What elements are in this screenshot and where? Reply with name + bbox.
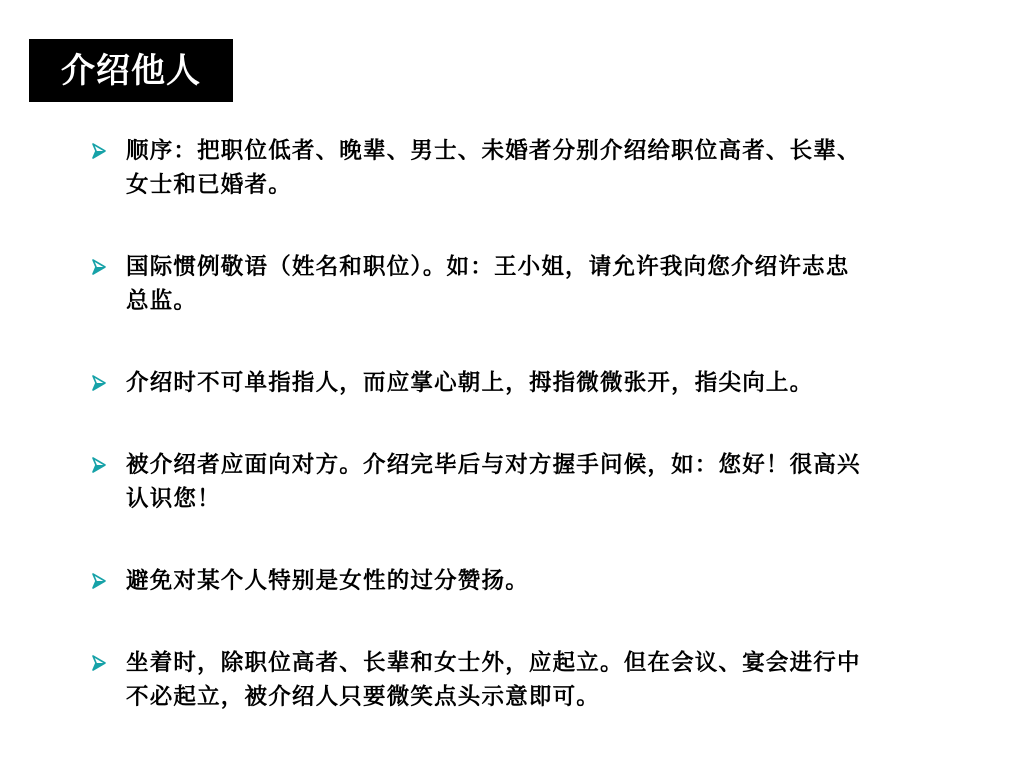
bullet-item xyxy=(88,134,888,202)
bullet-text: 介绍时不可单指指人，而应掌心朝上，拇指微微张开，指尖向上。 xyxy=(126,370,814,396)
bullet-text: 避免对某个人特别是女性的过分赞扬。 xyxy=(126,568,529,594)
arrow-bullet-icon xyxy=(92,375,106,391)
arrow-bullet-icon xyxy=(92,259,106,275)
bullet-text: 国际惯例敬语（姓名和职位）。如：王小姐，请允许我向您介绍许志忠总监。 xyxy=(126,254,850,314)
bullet-list xyxy=(88,134,888,714)
bullet-item xyxy=(88,250,888,318)
bullet-item xyxy=(88,564,888,598)
arrow-bullet-icon xyxy=(92,573,106,589)
arrow-bullet-icon xyxy=(92,655,106,671)
bullet-item xyxy=(88,646,888,714)
bullet-text: 坐着时，除职位高者、长辈和女士外，应起立。但在会议、宴会进行中不必起立，被介绍人只要微笑点头示意即可。 xyxy=(126,650,861,710)
bullet-item xyxy=(88,448,888,516)
slide-title: 介绍他人 xyxy=(61,50,201,91)
arrow-bullet-icon xyxy=(92,143,106,159)
arrow-bullet-icon xyxy=(92,457,106,473)
bullet-item xyxy=(88,366,888,400)
title-banner xyxy=(29,39,233,102)
bullet-text: 被介绍者应面向对方。介绍完毕后与对方握手问候，如：您好！很高兴认识您！ xyxy=(126,452,861,512)
bullet-text: 顺序：把职位低者、晚辈、男士、未婚者分别介绍给职位高者、长辈、女士和已婚者。 xyxy=(126,138,861,198)
